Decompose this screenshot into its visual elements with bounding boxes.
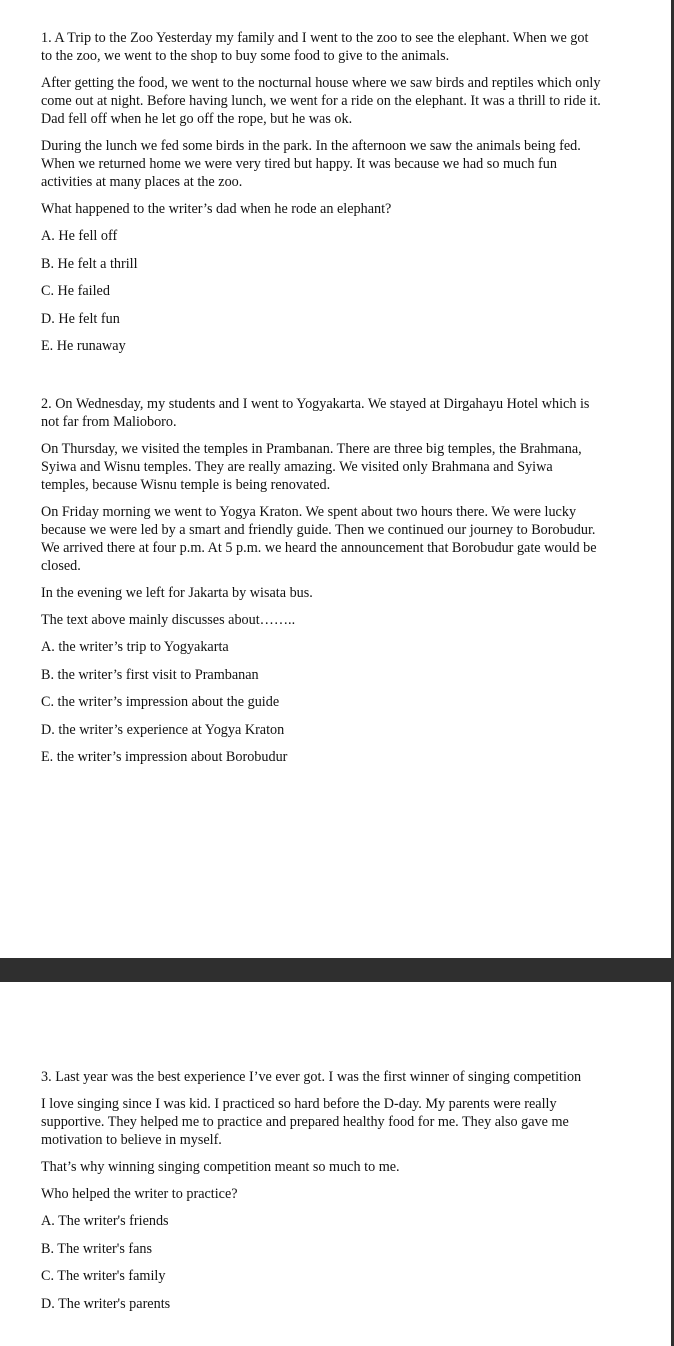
question-2-paragraph: On Friday morning we went to Yogya Kraton. We spent about two hours there. We were lucky because we were led by a smart and friendly guide. Then we continued our journey to Borobudur. We arrived there at four p.m. At 5 p.m. we heard the announcement that Borobudur gate would be closed. [41, 504, 597, 574]
question-1-paragraph: 1. A Trip to the Zoo Yesterday my family and I went to the zoo to see the elephant. When we got to the zoo, we went to the shop to buy some food to give to the animals. [41, 30, 589, 64]
option-b: B. He felt a thrill [41, 255, 138, 272]
option-a: A. the writer’s trip to Yogyakarta [41, 639, 229, 655]
option-d: D. The writer's parents [41, 1295, 171, 1312]
document-page-2 [0, 982, 674, 1346]
option-b: B. The writer's fans [41, 1240, 153, 1257]
question-2-paragraph: In the evening we left for Jakarta by wisata bus. [41, 585, 313, 601]
option-d: D. the writer’s experience at Yogya Kraton [41, 721, 285, 738]
question-1-prompt: What happened to the writer’s dad when he rode an elephant? [41, 201, 392, 217]
question-3-paragraph: That’s why winning singing competition meant so much to me. [41, 1159, 400, 1175]
question-3 [41, 1068, 601, 1322]
option-e: E. the writer’s impression about Borobudur [41, 749, 288, 766]
option-c: C. the writer’s impression about the guide [41, 694, 280, 711]
option-d: D. He felt fun [41, 310, 120, 327]
question-3-paragraph: I love singing since I was kid. I practiced so hard before the D-day. My parents were really supportive. They helped me to practice and prepared healthy food for me. They also gave me motivation to believe in myself. [41, 1096, 569, 1148]
question-2-paragraph: On Thursday, we visited the temples in Prambanan. There are three big temples, the Brahmana, Syiwa and Wisnu temples. They are really amazing. We visited only Brahmana and Syiwa temples, because Wisnu temple is being renovated. [41, 441, 582, 493]
question-2 [41, 395, 601, 776]
question-2-paragraph: 2. On Wednesday, my students and I went to Yogyakarta. We stayed at Dirgahayu Hotel which is not far from Malioboro. [41, 396, 590, 430]
question-1 [41, 29, 601, 365]
option-c: C. The writer's family [41, 1268, 166, 1285]
option-a: A. The writer's friends [41, 1213, 169, 1229]
question-2-prompt: The text above mainly discusses about…….. [41, 612, 296, 628]
question-1-paragraph: After getting the food, we went to the nocturnal house where we saw birds and reptiles which only come out at night. Before having lunch, we went for a ride on the elephant. It was a thrill to ride it. Dad fell off when he let go off the rope, but he was ok. [41, 75, 601, 127]
option-e: E. He runaway [41, 338, 126, 355]
option-c: C. He failed [41, 283, 110, 300]
option-a: A. He fell off [41, 228, 118, 244]
question-3-paragraph: 3. Last year was the best experience I’ve ever got. I was the first winner of singing competition [41, 1069, 582, 1085]
question-1-paragraph: During the lunch we fed some birds in the park. In the afternoon we saw the animals being fed. When we returned home we were very tired but happy. It was because we had so much fun activities at many places at the zoo. [41, 138, 581, 190]
option-b: B. the writer’s first visit to Prambanan [41, 666, 259, 683]
page-separator [0, 958, 674, 982]
question-3-prompt: Who helped the writer to practice? [41, 1186, 238, 1202]
